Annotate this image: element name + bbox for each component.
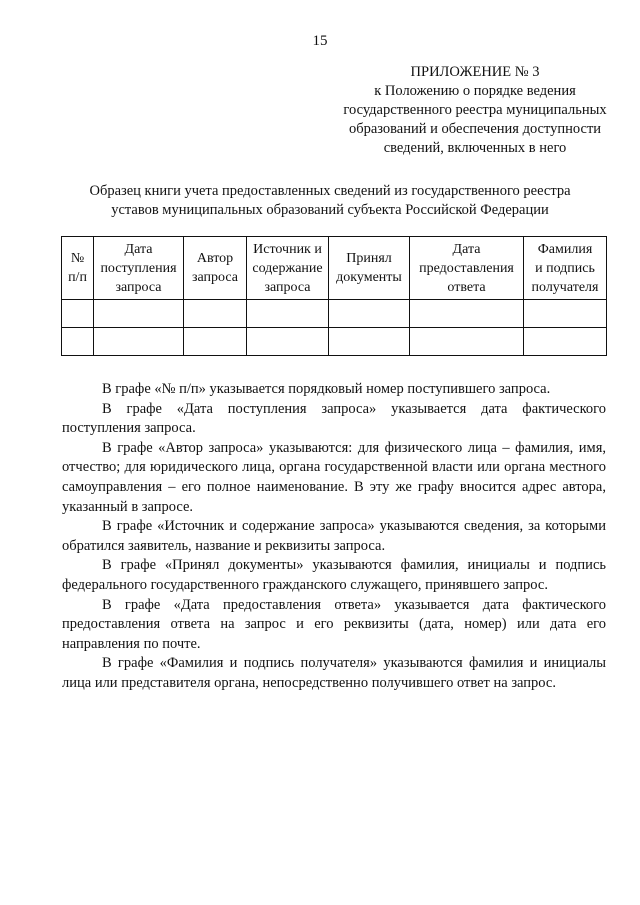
table-cell: [62, 328, 94, 356]
table-cell: [247, 300, 329, 328]
table-cell: [247, 328, 329, 356]
header-cell-author: Автор запроса: [184, 237, 247, 300]
table-row: [62, 300, 607, 328]
register-table: [61, 236, 607, 356]
table-cell: [329, 300, 410, 328]
table-cell: [410, 300, 524, 328]
appendix-line: к Положению о порядке ведения: [374, 83, 576, 99]
table-header-row: [62, 237, 607, 300]
paragraph: В графе «Фамилия и подпись получателя» указываются фамилия и инициалы лица или представителя органа, непосредственно получившего ответ на запрос.: [62, 655, 606, 691]
table-cell: [62, 300, 94, 328]
header-cell-source: Источник и содержание запроса: [247, 237, 329, 300]
table-cell: [329, 328, 410, 356]
table-cell: [524, 300, 607, 328]
header-cell-recipient: Фамилия и подпись получателя: [524, 237, 607, 300]
appendix-line: образований и обеспечения доступности: [348, 121, 602, 137]
header-cell-receipt-date: Дата поступления запроса: [94, 237, 184, 300]
header-cell-number: № п/п: [62, 237, 94, 300]
appendix-line: сведений, включенных в него: [383, 140, 567, 156]
header-cell-response-date: Дата предоставления ответа: [410, 237, 524, 300]
appendix-line: государственного реестра муниципальных: [343, 102, 607, 118]
table-cell: [184, 328, 247, 356]
table-cell: [524, 328, 607, 356]
paragraph: В графе «Автор запроса» указываются: для физического лица – фамилия, имя, отчество; для юридического лица, органа государственной власти или органа местного самоуправления – его полное наименование. В эту же графу вносится адрес автора, указанный в запросе.: [62, 439, 606, 515]
page-number: 15: [312, 33, 328, 49]
paragraph: В графе «Дата поступления запроса» указывается дата фактического поступления запроса.: [62, 400, 606, 437]
title-line: Образец книги учета предоставленных сведений из государственного реестра: [89, 183, 571, 199]
appendix-header: [330, 63, 620, 158]
paragraph: В графе «Принял документы» указываются фамилия, инициалы и подпись федерального государственного гражданского служащего, принявшего запрос.: [62, 557, 606, 593]
table-row: [62, 328, 607, 356]
paragraph: В графе «Дата предоставления ответа» указывается дата фактического предоставления ответа на запрос и его реквизиты (дата, номер) или дата его направления по почте.: [62, 596, 606, 652]
table-cell: [184, 300, 247, 328]
title-line: уставов муниципальных образований субъекта Российской Федерации: [111, 202, 549, 218]
table-cell: [410, 328, 524, 356]
table-cell: [94, 300, 184, 328]
appendix-title: ПРИЛОЖЕНИЕ № 3: [410, 64, 540, 80]
table-cell: [94, 328, 184, 356]
paragraph: В графе «Источник и содержание запроса» указываются сведения, за которыми обратился заявитель, название и реквизиты запроса.: [62, 518, 606, 554]
header-cell-accepted: Принял документы: [329, 237, 410, 300]
document-title: [40, 182, 620, 220]
paragraph: В графе «№ п/п» указывается порядковый номер поступившего запроса.: [102, 381, 551, 397]
instructions-text: [62, 380, 606, 694]
